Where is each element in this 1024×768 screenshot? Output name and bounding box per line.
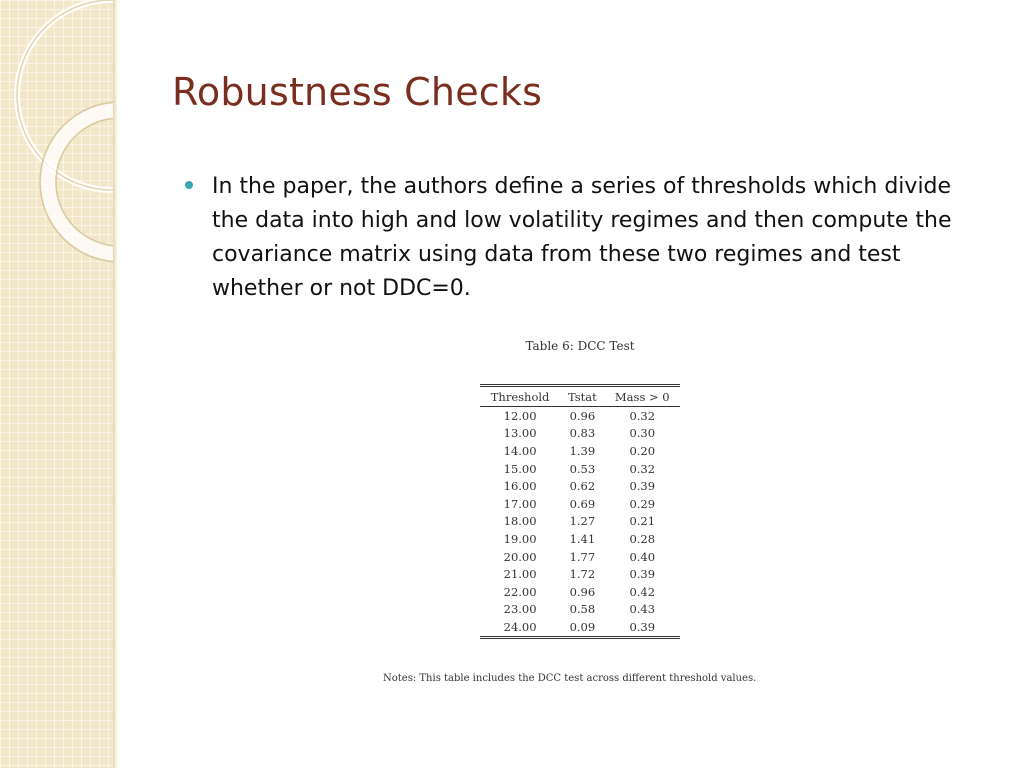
cell-threshold: 13.00 [503,426,537,441]
cell-mass: 0.42 [629,584,656,599]
bullet-text: In the paper, the authors define a series of thresholds which divide the data into high and low volatility regimes and then compute the covariance matrix using data from these two regimes and test whether or not DDC=0. [212,174,952,301]
cell-tstat: 0.58 [569,602,596,617]
table-row [480,601,680,619]
table-notes: Notes: This table includes the DCC test across different threshold values. [383,673,757,684]
table-row [480,513,680,531]
dcc-test-table [480,384,680,639]
bullet-dot-icon [185,181,193,189]
cell-mass: 0.32 [629,461,656,476]
cell-mass: 0.21 [629,514,656,529]
cell-mass: 0.30 [629,426,656,441]
sidebar-edge [113,0,117,768]
header-threshold: Threshold [480,386,560,407]
cell-tstat: 1.39 [569,443,596,458]
cell-mass: 0.40 [629,549,656,564]
table-row [480,477,680,495]
table-row [480,565,680,583]
bullet-item [185,170,985,306]
header-tstat: Tstat [560,386,604,407]
cell-mass: 0.28 [629,531,656,546]
cell-threshold: 14.00 [503,443,537,458]
cell-mass: 0.39 [629,619,656,634]
table-row [480,583,680,601]
table-row [480,407,680,425]
cell-mass: 0.29 [629,496,656,511]
table-header-row [480,386,680,407]
cell-threshold: 21.00 [503,567,537,582]
slide-title: Robustness Checks [172,70,543,114]
cell-tstat: 0.83 [569,426,596,441]
table-row [480,530,680,548]
cell-tstat: 1.41 [569,531,596,546]
table-row [480,548,680,566]
cell-threshold: 19.00 [503,531,537,546]
cell-threshold: 24.00 [503,619,537,634]
cell-threshold: 22.00 [503,584,537,599]
cell-tstat: 0.96 [569,584,596,599]
cell-tstat: 1.77 [569,549,596,564]
cell-threshold: 20.00 [503,549,537,564]
cell-mass: 0.39 [629,567,656,582]
table-row [480,425,680,443]
decorative-circles-icon [0,0,113,768]
cell-threshold: 17.00 [503,496,537,511]
table-caption: Table 6: DCC Test [525,339,635,353]
decorative-sidebar [0,0,113,768]
cell-threshold: 12.00 [503,408,537,423]
cell-tstat: 1.72 [569,567,596,582]
cell-tstat: 0.53 [569,461,596,476]
table-row [480,442,680,460]
cell-tstat: 0.69 [569,496,596,511]
cell-threshold: 15.00 [503,461,537,476]
table-row [480,495,680,513]
cell-tstat: 0.96 [569,408,596,423]
cell-threshold: 18.00 [503,514,537,529]
table-row [480,618,680,637]
cell-mass: 0.43 [629,602,656,617]
cell-mass: 0.20 [629,443,656,458]
cell-mass: 0.39 [629,479,656,494]
cell-threshold: 16.00 [503,479,537,494]
cell-tstat: 1.27 [569,514,596,529]
cell-tstat: 0.62 [569,479,596,494]
table-row [480,460,680,478]
header-mass: Mass > 0 [605,386,680,407]
cell-tstat: 0.09 [569,619,596,634]
cell-threshold: 23.00 [503,602,537,617]
cell-mass: 0.32 [629,408,656,423]
